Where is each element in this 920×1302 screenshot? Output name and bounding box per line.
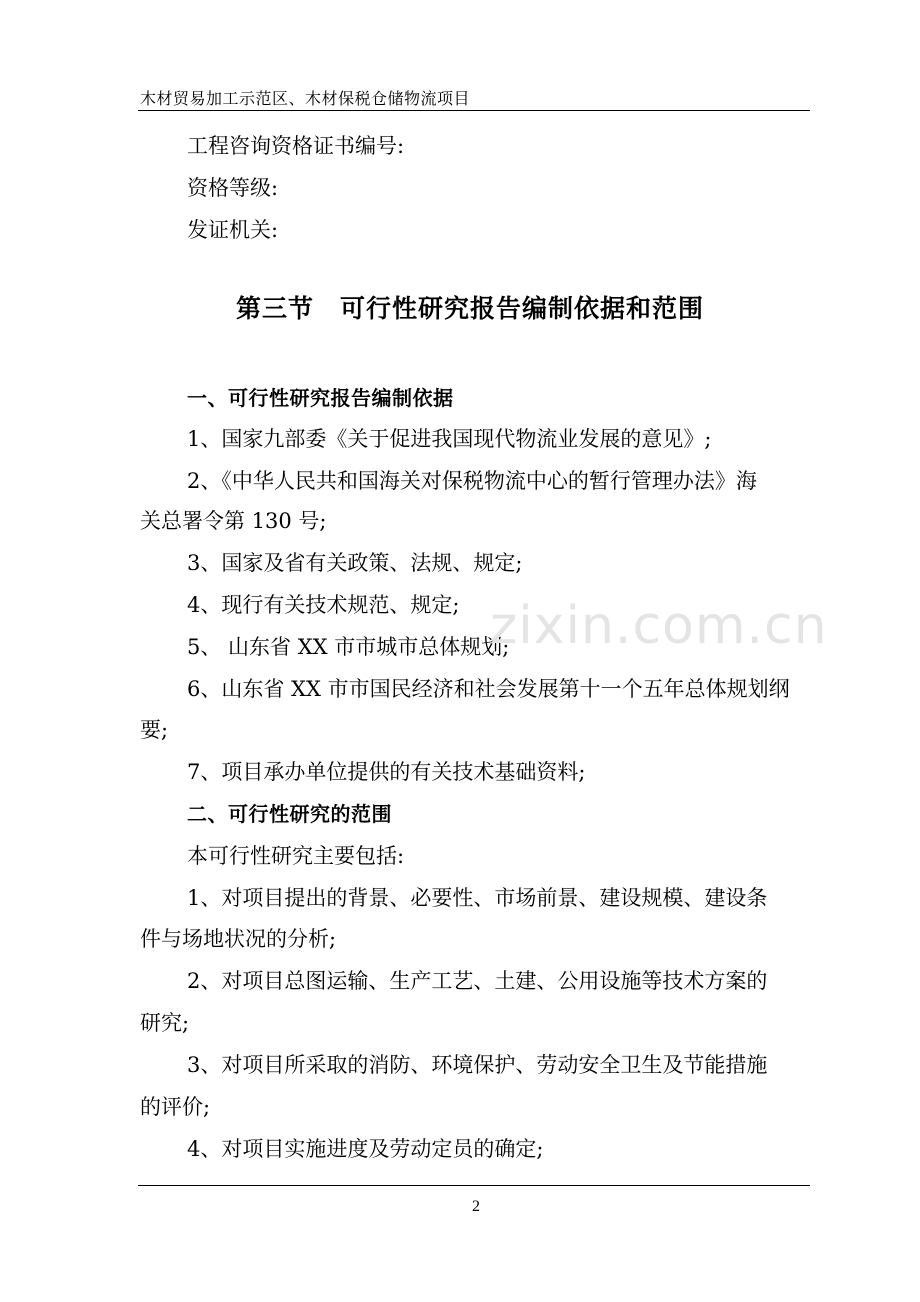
scope-item: 3、对项目所采取的消防、环境保护、劳动安全卫生及节能措施 <box>187 1053 768 1077</box>
footer-divider <box>138 1185 810 1186</box>
watermark: zixin.com.cn <box>490 596 828 656</box>
scope-heading: 二、可行性研究的范围 <box>187 802 392 826</box>
scope-item-continuation: 的评价; <box>140 1095 211 1119</box>
header-divider <box>138 110 810 111</box>
header-title: 木材贸易加工示范区、木材保税仓储物流项目 <box>140 89 471 108</box>
scope-item: 4、对项目实施进度及劳动定员的确定; <box>187 1137 544 1161</box>
basis-heading: 一、可行性研究报告编制依据 <box>187 386 454 410</box>
scope-item: 2、对项目总图运输、生产工艺、土建、公用设施等技术方案的 <box>187 969 768 993</box>
section-title: 第三节 可行性研究报告编制依据和范围 <box>236 294 705 323</box>
basis-item-continuation: 关总署令第 130 号; <box>140 509 327 533</box>
scope-item-continuation: 件与场地状况的分析; <box>140 927 337 951</box>
basis-item: 6、山东省 XX 市市国民经济和社会发展第十一个五年总体规划纲 <box>187 677 790 701</box>
basis-item: 5、 山东省 XX 市市城市总体规划; <box>187 635 510 659</box>
basis-item-continuation: 要; <box>140 718 169 742</box>
basis-item: 7、项目承办单位提供的有关技术基础资料; <box>187 760 586 784</box>
certificate-number-label: 工程咨询资格证书编号: <box>187 134 405 158</box>
basis-item: 4、现行有关技术规范、规定; <box>187 593 460 617</box>
page-number: 2 <box>472 1198 480 1215</box>
basis-item: 1、国家九部委《关于促进我国现代物流业发展的意见》; <box>187 427 712 451</box>
scope-intro: 本可行性研究主要包括: <box>187 844 405 868</box>
qualification-grade-label: 资格等级: <box>187 176 279 200</box>
issuing-authority-label: 发证机关: <box>187 218 279 242</box>
scope-item: 1、对项目提出的背景、必要性、市场前景、建设规模、建设条 <box>187 886 768 910</box>
basis-item: 3、国家及省有关政策、法规、规定; <box>187 551 523 575</box>
scope-item-continuation: 研究; <box>140 1011 190 1035</box>
basis-item: 2、《中华人民共和国海关对保税物流中心的暂行管理办法》海 <box>187 469 757 493</box>
